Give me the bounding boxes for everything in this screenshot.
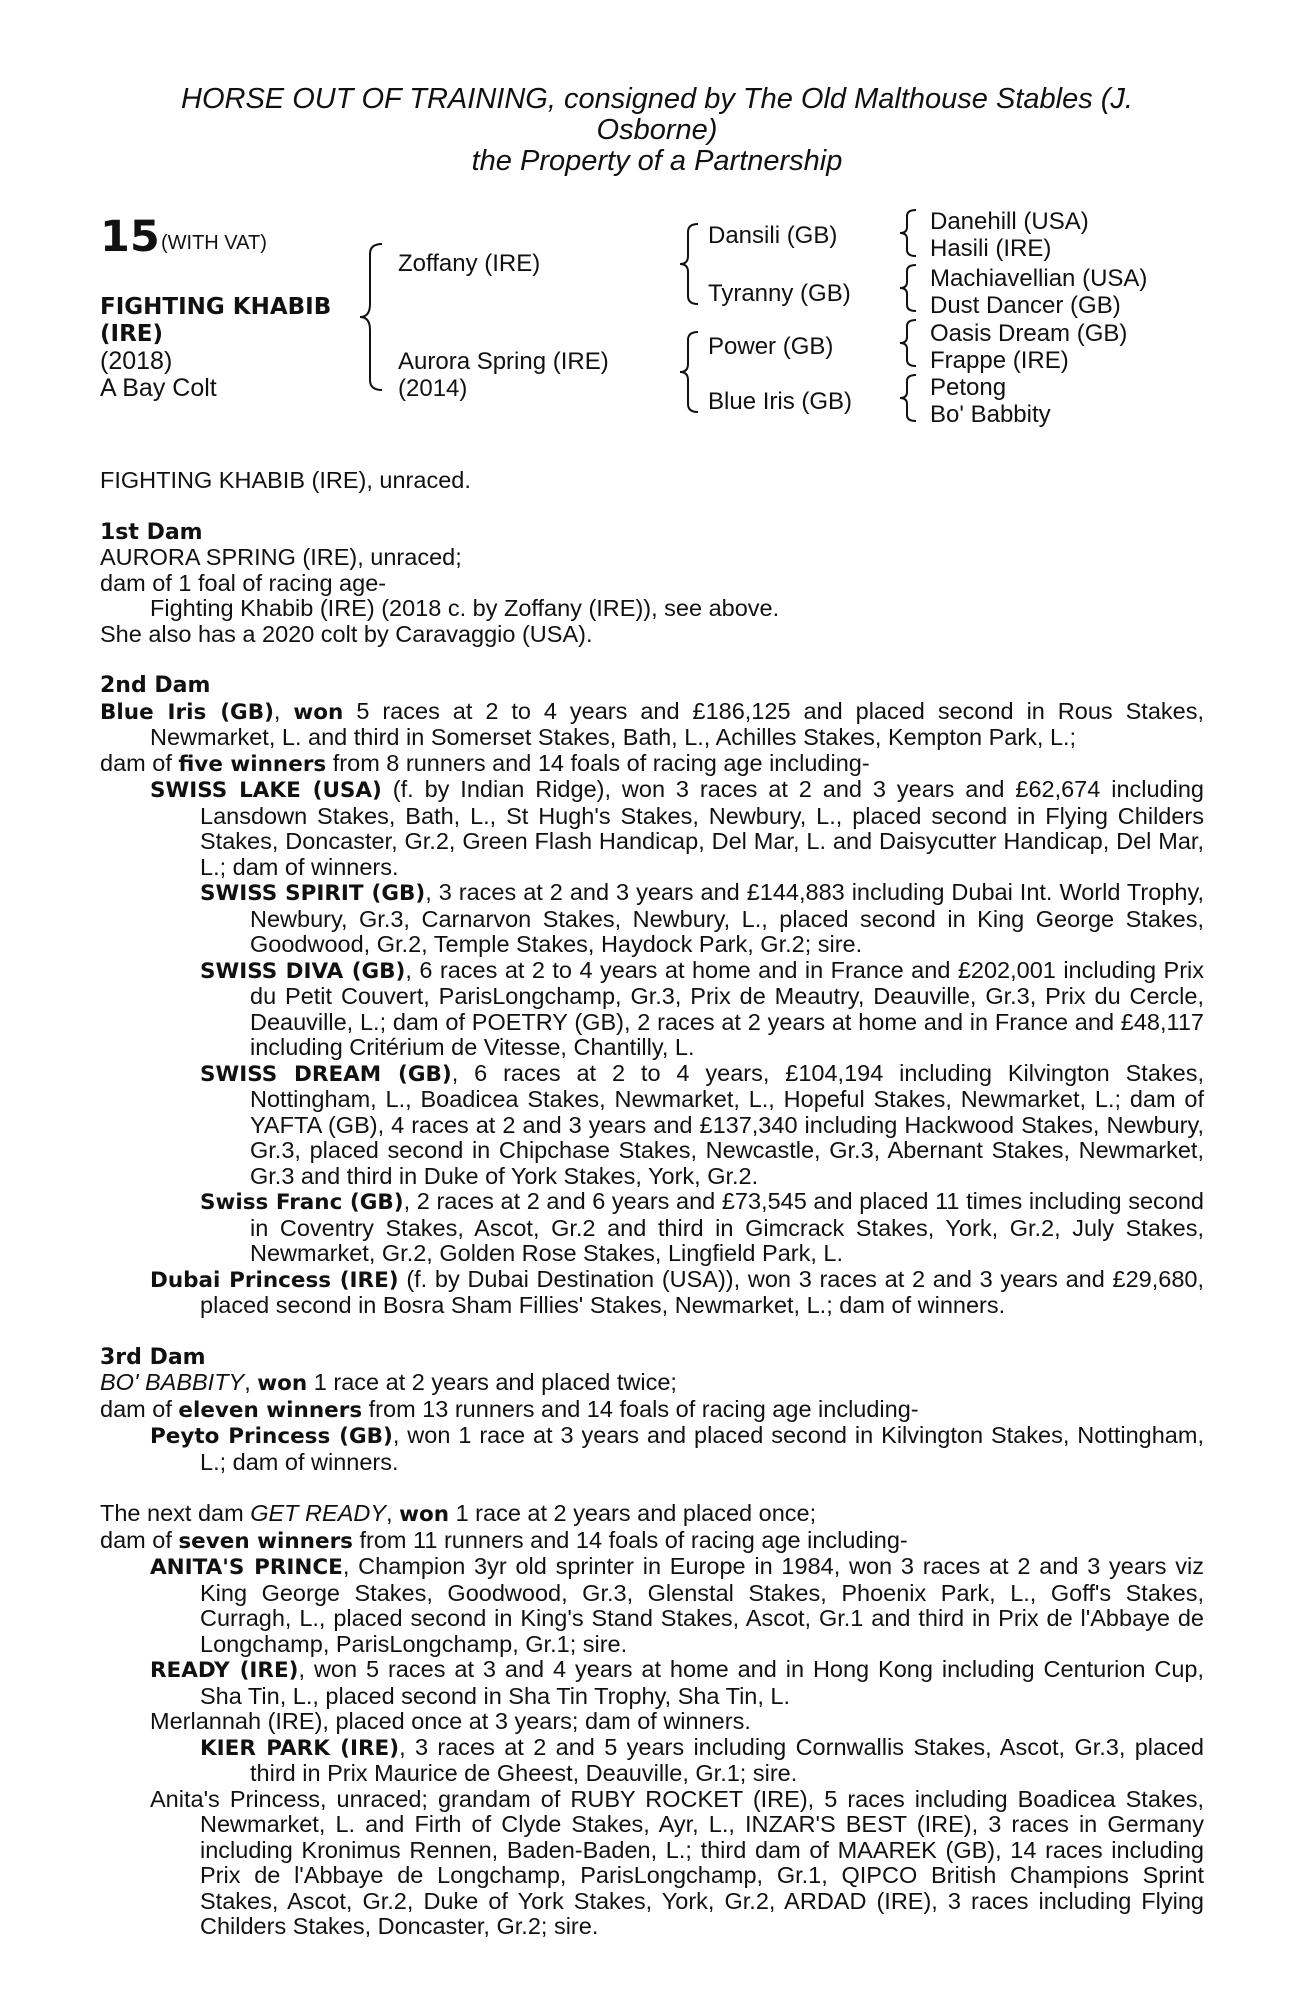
produce-text: , won 1 race at 3 years and placed second in Kilvington Stakes, Nottingham, L.; dam of winners. (200, 1422, 1204, 1475)
produce-text: , won 5 races at 3 and 4 years at home and in Hong Kong including Centurion Cup, Sha Tin, L., placed second in Sha Tin Trophy, Sha Tin, L. (200, 1656, 1204, 1709)
produce-entry (100, 1554, 1204, 1657)
pedigree-brace-sire-dam (358, 242, 384, 392)
produce-entry: Anita's Princess, unraced; grandam of RUBY ROCKET (IRE), 5 races including Boadicea Stakes, Newmarket, L. and Firth of Clyde Stakes, Ayr, L., INZAR'S BEST (IRE), 3 races in Germany including Kronimus Rennen, Baden-Baden, L.; third dam of MAAREK (GB), 14 races including Prix de l'Abbaye de Longchamp, ParisLongchamp, Gr.1, QIPCO British Champions Sprint Stakes, Ascot, Gr.2, Duke of York Stakes, York, Gr.2, ARDAD (IRE), 3 races including Flying Childers Stakes, Doncaster, Gr.2; sire. (150, 1785, 1204, 1939)
pedigree-brace-g3-2 (898, 263, 918, 313)
lot-number: 15 (100, 212, 160, 262)
header-line-3: the Property of a Partnership (471, 145, 843, 177)
produce-text: , 3 races at 2 and 3 years and £144,883 including Dubai Int. World Trophy, Newbury, Gr.3, Carnarvon Stakes, Newbury, L., placed second in King George Stakes, Goodwood, Gr.2, Temple Stakes, Haydock Park, Gr.2; sire. (250, 879, 1204, 957)
horse-details (100, 294, 331, 402)
dam-of-label: dam of (100, 1526, 172, 1553)
produce-text: (f. by Indian Ridge), won 3 races at 2 and 3 years and £62,674 including Lansdown Stakes, Bath, L., St Hugh's Stakes, Newbury, L., placed second in Flying Childers Stakes, Doncaster, Gr.2, Green Flash Handicap, Del Mar, L. and Daisycutter Handicap, Del Mar, L.; dam of winners. (200, 776, 1204, 880)
produce-name: SWISS SPIRIT (GB) (200, 881, 426, 906)
produce-entry (100, 958, 1204, 1061)
produce-text: , 6 races at 2 to 4 years, £104,194 including Kilvington Stakes, Nottingham, L., Boadicea Stakes, Newmarket, L., Hopeful Stakes, Newmarket, L.; dam of YAFTA (GB), 4 races at 2 and 3 years and £137,340 including Hackwood Stakes, Newbury, Gr.3, placed second in Chipchase Stakes, Newcastle, Gr.3, Abernant Stakes, Newmarket, Gr.3 and third in Duke of York Stakes, York, Gr.2. (250, 1059, 1204, 1189)
dam-record-text: 1 race at 2 years and placed once; (455, 1500, 817, 1526)
pedigree-brace-dam-line (678, 330, 700, 414)
winners-count: seven winners (178, 1528, 353, 1554)
dam-name: GET READY (250, 1500, 387, 1526)
pedigree-g3-3: Machiavellian (USA) (930, 265, 1148, 292)
pedigree-g3-6: Frappe (IRE) (930, 347, 1069, 374)
horse-year: (2018) (100, 347, 173, 375)
dam-name: Blue Iris (GB) (100, 699, 274, 725)
next-dam-section (100, 1501, 1204, 1940)
header-line-2: Osborne) (596, 114, 718, 146)
produce-name: KIER PARK (IRE) (200, 1735, 400, 1761)
pedigree-dam-sire: Power (GB) (708, 333, 834, 360)
third-dam-section (100, 1345, 1204, 1476)
pedigree-dam-year: (2014) (398, 375, 468, 402)
pedigree-brace-g3-4 (898, 373, 918, 423)
winners-count: five winners (178, 751, 327, 777)
produce-entry: Merlannah (IRE), placed once at 3 years; dam of winners. (150, 1708, 751, 1734)
produce-entry (100, 1657, 1204, 1709)
produce-text: , 2 races at 2 and 6 years and £73,545 and placed 11 times including second in Coventry Stakes, Ascot, Gr.2 and third in Gimcrack Stakes, York, Gr.2, July Stakes, Newmarket, Gr.2, Golden Rose Stakes, Lingfield Park, L. (250, 1188, 1204, 1266)
produce-entry (100, 777, 1204, 880)
dam-of-label: dam of (100, 1395, 172, 1422)
produce-name: Peyto Princess (GB) (150, 1424, 393, 1449)
produce-name: SWISS DIVA (GB) (200, 958, 406, 984)
header-line-1: HORSE OUT OF TRAINING, consigned by The Old Malthouse Stables (J. (181, 83, 1133, 115)
pedigree-g3-4: Dust Dancer (GB) (930, 292, 1121, 319)
first-dam-line: AURORA SPRING (IRE), unraced; (100, 544, 462, 570)
winners-count: eleven winners (178, 1397, 363, 1423)
first-dam-line: dam of 1 foal of racing age- (100, 569, 387, 596)
pedigree-brace-g3-1 (898, 208, 918, 258)
pedigree-g3-5: Oasis Dream (GB) (930, 320, 1128, 347)
third-dam-record: BO' BABBITY, won 1 race at 2 years and placed twice; (100, 1369, 677, 1396)
second-dam-record: Blue Iris (GB), won 5 races at 2 to 4 years and £186,125 and placed second in Rous Stakes, Newmarket, L. and third in Somerset Stakes, Bath, L., Achilles Stakes, Kempton Park, L.; (100, 697, 1204, 750)
horse-name-line-1: FIGHTING KHABIB (100, 294, 332, 320)
pedigree-sire-sire: Dansili (GB) (708, 222, 838, 249)
produce-name: Dubai Princess (IRE) (150, 1267, 399, 1293)
second-dam-heading: 2nd Dam (100, 673, 211, 698)
dam-of-label: dam of (100, 749, 172, 776)
produce-name: READY (IRE) (150, 1658, 299, 1683)
produce-entry (100, 880, 1204, 958)
third-dam-heading: 3rd Dam (100, 1344, 206, 1370)
second-dam-section (100, 673, 1204, 1319)
runners-text: from 11 runners and 14 foals of racing age including- (359, 1526, 908, 1553)
dam-record-text: 1 race at 2 years and placed twice; (313, 1369, 677, 1395)
pedigree-brace-g3-3 (898, 318, 918, 368)
first-dam-produce: Fighting Khabib (IRE) (2018 c. by Zoffany (IRE)), see above. (150, 595, 780, 621)
next-dam-produce (100, 1528, 1204, 1555)
won-label: won (293, 699, 344, 725)
pedigree-sire-dam: Tyranny (GB) (708, 280, 851, 307)
produce-text: , 6 races at 2 to 4 years at home and in France and £202,001 including Prix du Petit Couvert, ParisLongchamp, Gr.3, Prix de Meautry, Deauville, Gr.3, Prix du Cercle, Deauville, L.; dam of POETRY (GB), 2 races at 2 years at home and in France and £48,117 including Critérium de Vitesse, Chantilly, L. (250, 956, 1205, 1060)
dam-name: BO' BABBITY (100, 1369, 245, 1395)
produce-entry (100, 1061, 1204, 1190)
produce-entry (100, 1423, 1204, 1475)
first-dam-line: She also has a 2020 colt by Caravaggio (USA). (100, 620, 593, 647)
horse-description: A Bay Colt (100, 374, 217, 402)
produce-text: , Champion 3yr old sprinter in Europe in 1984, won 3 races at 2 and 3 years viz King George Stakes, Goodwood, Gr.3, Glenstal Stakes, Phoenix Park, L., Goff's Stakes, Curragh, L., placed second in King's Stand Stakes, Ascot, Gr.1 and third in Prix de l'Abbaye de Longchamp, ParisLongchamp, Gr.1; sire. (200, 1553, 1204, 1657)
won-label: won (399, 1502, 450, 1527)
dam-record-text: 5 races at 2 to 4 years and £186,125 and placed second in Rous Stakes, Newmarket, L. and third in Somerset Stakes, Bath, L., Achilles Stakes, Kempton Park, L.; (150, 697, 1204, 750)
pedigree-dam: Aurora Spring (IRE) (398, 348, 609, 375)
produce-name: ANITA'S PRINCE (150, 1555, 343, 1580)
pedigree-brace-sire-line (678, 222, 700, 306)
produce-name: SWISS LAKE (USA) (150, 778, 382, 803)
pedigree-g3-7: Petong (930, 374, 1007, 401)
pedigree-g3-8: Bo' Babbity (930, 401, 1051, 428)
first-dam-heading: 1st Dam (100, 519, 203, 545)
produce-entry (100, 1267, 1204, 1319)
runners-text: from 8 runners and 14 foals of racing age including- (332, 749, 870, 776)
horse-name-line-2: (IRE) (100, 321, 164, 347)
next-dam-label: The next dam (100, 1500, 244, 1526)
pedigree-g3-2: Hasili (IRE) (930, 235, 1052, 262)
won-label: won (257, 1371, 308, 1396)
produce-name: Swiss Franc (GB) (200, 1190, 404, 1215)
first-dam-section (100, 520, 1204, 648)
second-dam-produce (100, 751, 1204, 778)
produce-text: (f. by Dubai Destination (USA)), won 3 races at 2 and 3 years and £29,680, placed second in Bosra Sham Fillies' Stakes, Newmarket, L.; dam of winners. (200, 1265, 1204, 1318)
page-header (120, 84, 1194, 177)
third-dam-produce (100, 1397, 1204, 1424)
produce-entry (100, 1189, 1204, 1267)
intro-line: FIGHTING KHABIB (IRE), unraced. (100, 467, 471, 493)
vat-label: (WITH VAT) (161, 232, 267, 254)
catalogue-body (100, 468, 1204, 1940)
produce-name: SWISS DREAM (GB) (200, 1061, 452, 1087)
pedigree-dam-dam: Blue Iris (GB) (708, 388, 853, 415)
produce-entry (100, 1735, 1204, 1787)
pedigree-g3-1: Danehill (USA) (930, 208, 1089, 235)
runners-text: from 13 runners and 14 foals of racing age including- (368, 1395, 919, 1422)
produce-text: , 3 races at 2 and 5 years including Cornwallis Stakes, Ascot, Gr.3, placed third in Prix Maurice de Gheest, Deauville, Gr.1; sire. (250, 1733, 1204, 1786)
next-dam-record: The next dam GET READY, won 1 race at 2 years and placed once; (100, 1500, 817, 1527)
pedigree-sire: Zoffany (IRE) (398, 250, 541, 277)
